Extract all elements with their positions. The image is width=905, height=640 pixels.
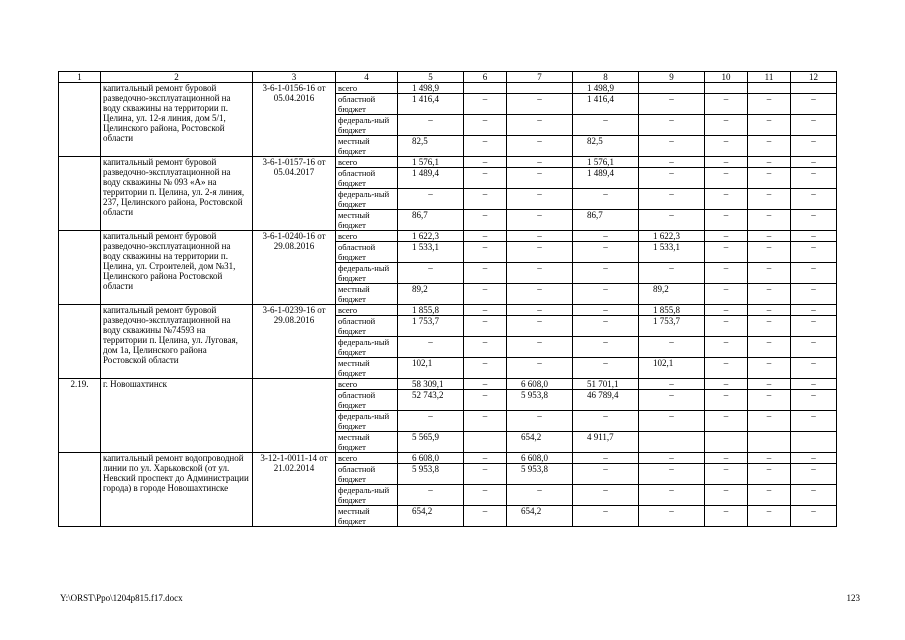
amount-cell: 52 743,2 — [398, 390, 464, 411]
amount-cell: – — [573, 242, 639, 263]
amount-cell: 1 753,7 — [639, 316, 705, 337]
funding-source: всего — [336, 453, 398, 464]
table-row — [59, 379, 837, 390]
amount-cell: – — [573, 411, 639, 432]
amount-cell: – — [507, 263, 573, 284]
amount-cell: – — [464, 506, 507, 527]
header-cell: 7 — [507, 72, 573, 83]
amount-cell: 1 855,8 — [398, 305, 464, 316]
amount-cell: – — [748, 115, 791, 136]
amount-cell: – — [507, 305, 573, 316]
amount-cell: – — [507, 168, 573, 189]
footer-file-path: Y:\ORST\Ppo\1204p815.f17.docx — [60, 593, 183, 603]
amount-cell: – — [464, 157, 507, 168]
document-reference: 3-12-1-0011-14 от 21.02.2014 — [253, 453, 336, 527]
amount-cell: 86,7 — [573, 210, 639, 231]
amount-cell: – — [748, 485, 791, 506]
item-number — [59, 231, 101, 305]
amount-cell — [705, 432, 748, 453]
amount-cell: – — [507, 210, 573, 231]
amount-cell: – — [705, 94, 748, 115]
amount-cell: 6 608,0 — [398, 453, 464, 464]
amount-cell — [748, 432, 791, 453]
amount-cell: – — [791, 136, 837, 157]
object-name: капитальный ремонт буровой разведочно-эксплуатационной на воду скважины на территории п. Целина, ул. 12-я линия, дом 5/1, Целинского района, Ростовской области — [101, 83, 253, 157]
amount-cell: – — [464, 210, 507, 231]
amount-cell: – — [464, 453, 507, 464]
amount-cell: – — [705, 453, 748, 464]
funding-source: федераль-ный бюджет — [336, 411, 398, 432]
amount-cell: – — [573, 305, 639, 316]
amount-cell: 86,7 — [398, 210, 464, 231]
header-cell: 10 — [705, 72, 748, 83]
amount-cell — [748, 83, 791, 94]
amount-cell: – — [573, 453, 639, 464]
amount-cell: – — [791, 390, 837, 411]
amount-cell: – — [748, 506, 791, 527]
object-name: капитальный ремонт буровой разведочно-эксплуатационной на воду скважины №74593 на территории п. Целина, ул. Луговая, дом 1а, Целинского района Ростовской области — [101, 305, 253, 379]
funding-source: областной бюджет — [336, 168, 398, 189]
amount-cell: 1 533,1 — [398, 242, 464, 263]
amount-cell: – — [748, 189, 791, 210]
amount-cell: – — [705, 136, 748, 157]
amount-cell: – — [639, 464, 705, 485]
header-cell: 5 — [398, 72, 464, 83]
amount-cell: – — [398, 189, 464, 210]
footer-page-number: 123 — [846, 593, 860, 603]
amount-cell: – — [705, 115, 748, 136]
amount-cell: 5 953,8 — [507, 390, 573, 411]
amount-cell: – — [507, 157, 573, 168]
amount-cell: – — [573, 358, 639, 379]
amount-cell — [791, 432, 837, 453]
funding-source: всего — [336, 231, 398, 242]
amount-cell: 1 533,1 — [639, 242, 705, 263]
amount-cell: – — [573, 464, 639, 485]
amount-cell: 1 489,4 — [398, 168, 464, 189]
amount-cell: – — [639, 411, 705, 432]
amount-cell: – — [573, 284, 639, 305]
amount-cell: – — [464, 379, 507, 390]
amount-cell: 102,1 — [398, 358, 464, 379]
amount-cell: – — [791, 210, 837, 231]
amount-cell: – — [791, 453, 837, 464]
amount-cell: – — [748, 464, 791, 485]
funding-source: областной бюджет — [336, 316, 398, 337]
amount-cell: – — [464, 284, 507, 305]
amount-cell: 6 608,0 — [507, 453, 573, 464]
amount-cell: – — [705, 284, 748, 305]
amount-cell: 5 565,9 — [398, 432, 464, 453]
funding-source: всего — [336, 83, 398, 94]
amount-cell: – — [748, 390, 791, 411]
amount-cell: – — [398, 263, 464, 284]
header-cell: 6 — [464, 72, 507, 83]
table-row — [59, 453, 837, 464]
amount-cell: – — [639, 94, 705, 115]
funding-source: всего — [336, 305, 398, 316]
amount-cell: – — [748, 284, 791, 305]
amount-cell: – — [705, 506, 748, 527]
amount-cell: – — [464, 94, 507, 115]
amount-cell: 102,1 — [639, 358, 705, 379]
amount-cell: – — [639, 136, 705, 157]
amount-cell: – — [705, 379, 748, 390]
amount-cell: 89,2 — [639, 284, 705, 305]
funding-source: всего — [336, 379, 398, 390]
budget-table — [58, 71, 837, 527]
amount-cell: – — [507, 231, 573, 242]
item-number: 2.19. — [59, 379, 101, 453]
header-cell: 8 — [573, 72, 639, 83]
amount-cell: – — [573, 263, 639, 284]
amount-cell: – — [464, 136, 507, 157]
amount-cell: – — [748, 136, 791, 157]
amount-cell — [464, 83, 507, 94]
amount-cell: 89,2 — [398, 284, 464, 305]
funding-source: местный бюджет — [336, 136, 398, 157]
amount-cell: – — [507, 411, 573, 432]
header-cell: 9 — [639, 72, 705, 83]
amount-cell: – — [791, 94, 837, 115]
amount-cell: – — [791, 168, 837, 189]
funding-source: всего — [336, 157, 398, 168]
amount-cell: 1 622,3 — [639, 231, 705, 242]
amount-cell: – — [748, 358, 791, 379]
amount-cell: – — [573, 337, 639, 358]
amount-cell: 1 498,9 — [398, 83, 464, 94]
item-number — [59, 83, 101, 157]
amount-cell: – — [573, 231, 639, 242]
amount-cell — [507, 83, 573, 94]
funding-source: местный бюджет — [336, 358, 398, 379]
header-cell: 12 — [791, 72, 837, 83]
amount-cell: – — [748, 242, 791, 263]
amount-cell: – — [639, 168, 705, 189]
amount-cell: – — [507, 189, 573, 210]
amount-cell: – — [573, 316, 639, 337]
funding-source: федераль-ный бюджет — [336, 337, 398, 358]
amount-cell: – — [639, 157, 705, 168]
table-body — [59, 72, 837, 527]
amount-cell: – — [791, 305, 837, 316]
amount-cell — [464, 432, 507, 453]
table-row — [59, 83, 837, 94]
amount-cell: – — [791, 242, 837, 263]
amount-cell: – — [639, 189, 705, 210]
amount-cell: 1 576,1 — [573, 157, 639, 168]
amount-cell: – — [573, 115, 639, 136]
amount-cell: – — [464, 189, 507, 210]
amount-cell: – — [398, 115, 464, 136]
amount-cell: – — [464, 231, 507, 242]
amount-cell: – — [639, 390, 705, 411]
amount-cell: 1 498,9 — [573, 83, 639, 94]
amount-cell: – — [398, 485, 464, 506]
funding-source: областной бюджет — [336, 390, 398, 411]
amount-cell: – — [705, 210, 748, 231]
table-row — [59, 305, 837, 316]
amount-cell: – — [507, 94, 573, 115]
item-number — [59, 305, 101, 379]
amount-cell: – — [705, 485, 748, 506]
amount-cell: – — [705, 316, 748, 337]
funding-source: областной бюджет — [336, 242, 398, 263]
amount-cell: – — [464, 305, 507, 316]
amount-cell: 1 416,4 — [573, 94, 639, 115]
amount-cell: 1 855,8 — [639, 305, 705, 316]
amount-cell: – — [464, 358, 507, 379]
amount-cell: 1 622,3 — [398, 231, 464, 242]
amount-cell: 4 911,7 — [573, 432, 639, 453]
amount-cell: – — [791, 379, 837, 390]
amount-cell — [705, 83, 748, 94]
header-cell: 3 — [253, 72, 336, 83]
document-reference: 3-6-1-0156-16 от 05.04.2016 — [253, 83, 336, 157]
header-row — [59, 72, 837, 83]
amount-cell: – — [748, 411, 791, 432]
amount-cell: – — [507, 337, 573, 358]
object-name: капитальный ремонт водопроводной линии по ул. Харьковской (от ул. Невский проспект до Администрации города) в городе Новошахтинске — [101, 453, 253, 527]
amount-cell: – — [705, 305, 748, 316]
table-row — [59, 231, 837, 242]
amount-cell: – — [639, 210, 705, 231]
amount-cell: – — [639, 337, 705, 358]
funding-source: местный бюджет — [336, 210, 398, 231]
amount-cell: – — [573, 189, 639, 210]
amount-cell: – — [791, 189, 837, 210]
amount-cell: – — [705, 337, 748, 358]
amount-cell: 6 608,0 — [507, 379, 573, 390]
document-reference: 3-6-1-0157-16 от 05.04.2017 — [253, 157, 336, 231]
amount-cell: – — [464, 485, 507, 506]
amount-cell: 654,2 — [398, 506, 464, 527]
amount-cell: – — [748, 231, 791, 242]
object-name: капитальный ремонт буровой разведочно-эксплуатационной на воду скважины на территории п. Целина, ул. Строителей, дом №31, Целинского района Ростовской области — [101, 231, 253, 305]
amount-cell: – — [639, 506, 705, 527]
amount-cell: – — [464, 390, 507, 411]
amount-cell: 1 489,4 — [573, 168, 639, 189]
amount-cell: – — [507, 136, 573, 157]
amount-cell: – — [464, 242, 507, 263]
amount-cell: – — [464, 337, 507, 358]
amount-cell: 46 789,4 — [573, 390, 639, 411]
funding-source: местный бюджет — [336, 506, 398, 527]
funding-source: федераль-ный бюджет — [336, 189, 398, 210]
amount-cell: – — [791, 157, 837, 168]
amount-cell: – — [791, 411, 837, 432]
document-reference — [253, 379, 336, 453]
amount-cell: 654,2 — [507, 432, 573, 453]
amount-cell: 1 753,7 — [398, 316, 464, 337]
amount-cell: – — [705, 242, 748, 263]
amount-cell: – — [791, 284, 837, 305]
amount-cell: – — [705, 358, 748, 379]
amount-cell: – — [748, 263, 791, 284]
table-row — [59, 157, 837, 168]
funding-source: федераль-ный бюджет — [336, 115, 398, 136]
amount-cell: 5 953,8 — [507, 464, 573, 485]
funding-source: местный бюджет — [336, 284, 398, 305]
funding-source: местный бюджет — [336, 432, 398, 453]
amount-cell: – — [748, 305, 791, 316]
amount-cell: – — [705, 390, 748, 411]
amount-cell: – — [748, 337, 791, 358]
amount-cell: 51 701,1 — [573, 379, 639, 390]
amount-cell: – — [639, 453, 705, 464]
amount-cell: – — [639, 379, 705, 390]
amount-cell: – — [791, 485, 837, 506]
document-reference: 3-6-1-0240-16 от 29.08.2016 — [253, 231, 336, 305]
amount-cell: – — [464, 115, 507, 136]
amount-cell: 654,2 — [507, 506, 573, 527]
item-number — [59, 157, 101, 231]
header-cell: 2 — [101, 72, 253, 83]
item-number — [59, 453, 101, 527]
header-cell: 4 — [336, 72, 398, 83]
amount-cell: – — [748, 157, 791, 168]
amount-cell: – — [705, 263, 748, 284]
amount-cell: – — [705, 189, 748, 210]
amount-cell: – — [791, 316, 837, 337]
amount-cell — [639, 432, 705, 453]
amount-cell: – — [464, 316, 507, 337]
document-reference: 3-6-1-0239-16 от 29.08.2016 — [253, 305, 336, 379]
amount-cell: 82,5 — [398, 136, 464, 157]
header-cell: 11 — [748, 72, 791, 83]
amount-cell: – — [639, 485, 705, 506]
amount-cell: – — [791, 263, 837, 284]
amount-cell: – — [705, 168, 748, 189]
amount-cell: – — [705, 157, 748, 168]
amount-cell: – — [791, 358, 837, 379]
amount-cell: – — [573, 485, 639, 506]
amount-cell: 58 309,1 — [398, 379, 464, 390]
amount-cell: – — [748, 168, 791, 189]
amount-cell: – — [748, 94, 791, 115]
amount-cell: – — [507, 242, 573, 263]
amount-cell: – — [507, 316, 573, 337]
amount-cell: – — [639, 115, 705, 136]
amount-cell: – — [398, 337, 464, 358]
amount-cell: – — [573, 506, 639, 527]
amount-cell: – — [507, 358, 573, 379]
header-cell: 1 — [59, 72, 101, 83]
amount-cell: – — [705, 411, 748, 432]
amount-cell: – — [464, 464, 507, 485]
object-name: г. Новошахтинск — [101, 379, 253, 453]
amount-cell: – — [507, 115, 573, 136]
amount-cell: – — [507, 284, 573, 305]
amount-cell: – — [464, 263, 507, 284]
funding-source: областной бюджет — [336, 464, 398, 485]
funding-source: областной бюджет — [336, 94, 398, 115]
amount-cell: – — [705, 464, 748, 485]
funding-source: федераль-ный бюджет — [336, 263, 398, 284]
object-name: капитальный ремонт буровой разведочно-эксплуатационной на воду скважины № 093 «А» на территории п. Целина, ул. 2-я линия, 237, Целинского района, Ростовской области — [101, 157, 253, 231]
amount-cell: – — [791, 115, 837, 136]
amount-cell: – — [639, 263, 705, 284]
amount-cell: – — [705, 231, 748, 242]
amount-cell: – — [791, 337, 837, 358]
amount-cell — [639, 83, 705, 94]
amount-cell: – — [791, 506, 837, 527]
amount-cell: 1 576,1 — [398, 157, 464, 168]
amount-cell: – — [748, 210, 791, 231]
amount-cell: – — [791, 464, 837, 485]
amount-cell: – — [748, 379, 791, 390]
amount-cell: – — [507, 485, 573, 506]
amount-cell: – — [464, 168, 507, 189]
amount-cell: – — [464, 411, 507, 432]
amount-cell — [791, 83, 837, 94]
funding-source: федераль-ный бюджет — [336, 485, 398, 506]
amount-cell: – — [748, 316, 791, 337]
amount-cell: 5 953,8 — [398, 464, 464, 485]
amount-cell: – — [748, 453, 791, 464]
amount-cell: – — [398, 411, 464, 432]
amount-cell: 82,5 — [573, 136, 639, 157]
amount-cell: – — [791, 231, 837, 242]
amount-cell: 1 416,4 — [398, 94, 464, 115]
